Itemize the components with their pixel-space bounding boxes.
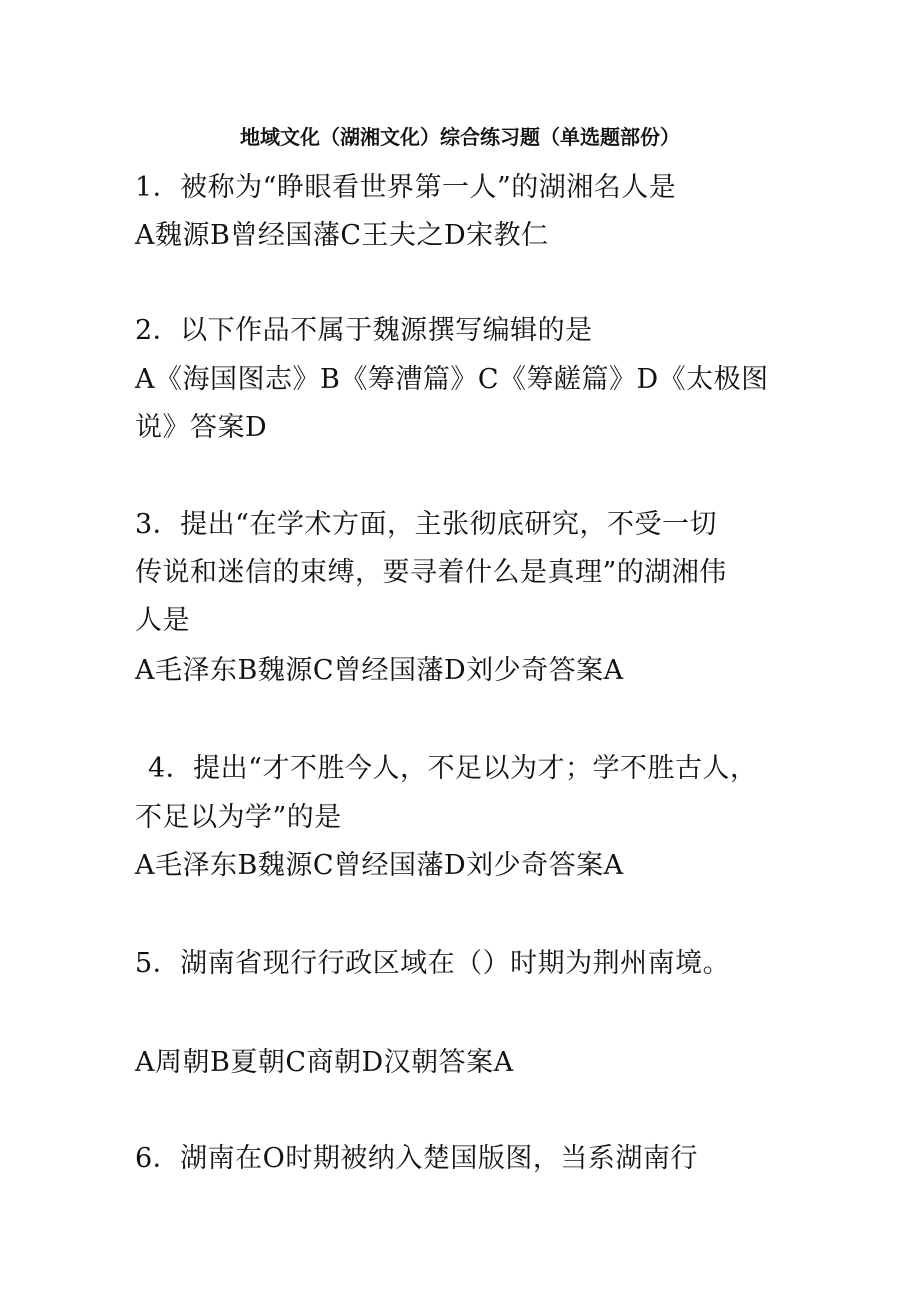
question-3-text-line-2: 传说和迷信的束缚，要寻着什么是真理”的湖湘伟 [135,557,727,588]
question-3-text-line-3: 人是 [135,605,190,636]
question-4-text-line-1: 4．提出“才不胜今人，不足以为才；学不胜古人， [148,753,758,784]
question-4-text-line-2: 不足以为学”的是 [135,802,342,833]
question-4-options: A毛泽东B魏源C曾经国藩D刘少奇答案A [135,850,624,881]
question-5-options: A周朝B夏朝C商朝D汉朝答案A [135,1047,514,1078]
question-3-text-line-1: 3．提出“在学术方面，主张彻底研究，不受一切 [135,509,717,540]
question-2-options: A《海国图志》B《筹漕篇》C《筹鹾篇》D《太极图 [135,364,769,395]
question-2-text: 2．以下作品不属于魏源撰写编辑的是 [135,315,593,346]
question-1-text: 1．被称为“睁眼看世界第一人”的湖湘名人是 [135,172,677,203]
question-2-options-cont: 说》答案D [135,412,268,443]
page-title: 地域文化（湖湘文化）综合练习题（单选题部份） [240,125,680,149]
question-1-options: A魏源B曾经国藩C王夫之D宋教仁 [135,220,549,251]
question-3-options: A毛泽东B魏源C曾经国藩D刘少奇答案A [135,655,624,686]
question-5-text: 5．湖南省现行行政区域在（）时期为荆州南境。 [135,948,731,979]
question-6-text: 6．湖南在O时期被纳入楚国版图，当系湖南行 [135,1143,698,1174]
